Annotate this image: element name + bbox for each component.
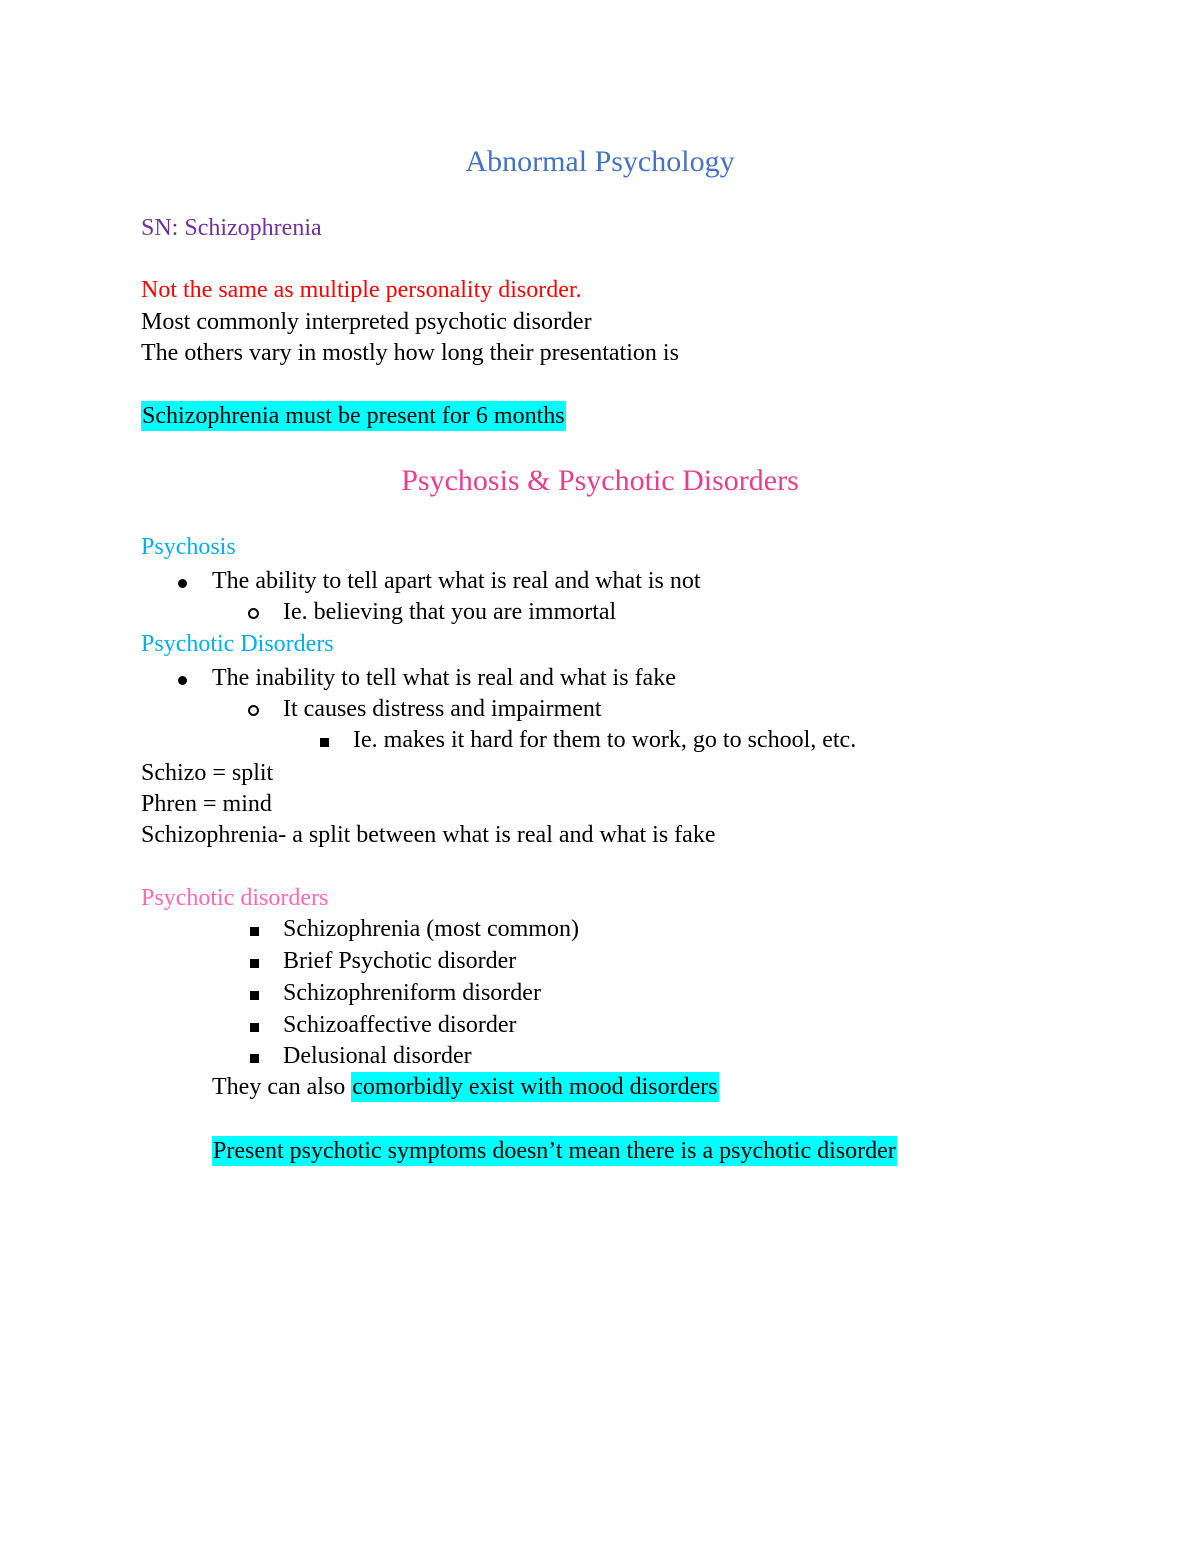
comorbid-prefix: They can also [212,1074,352,1100]
psychosis-sub: Ie. believing that you are immortal [283,599,617,625]
bullet-square-icon [250,914,259,944]
highlight-text: Schizophrenia must be present for 6 months [142,403,565,429]
bullet-dot-icon [178,566,187,596]
disorder-list-item: Schizoaffective disorder [283,1012,517,1038]
highlight-line-1 [141,401,566,431]
body-line-1: Most commonly interpreted psychotic disorder [141,309,592,335]
disorder-list-item: Schizophreniform disorder [283,980,541,1006]
disorder-list-item: Brief Psychotic disorder [283,948,517,974]
comorbid-highlight: comorbidly exist with mood disorders [352,1074,718,1100]
bullet-square-icon [250,1041,259,1071]
final-highlight: Present psychotic symptoms doesn’t mean there is a psychotic disorder [213,1138,896,1164]
bullet-circle-icon [248,597,259,627]
bullet-square-icon [320,725,329,755]
psychotic-disorders-heading: Psychotic Disorders [141,631,334,657]
warning-line: Not the same as multiple personality disorder. [141,277,582,303]
psychotic-disorders-bullet: The inability to tell what is real and what is fake [212,665,676,691]
bullet-square-icon [250,1010,259,1040]
etymology-line: Schizophrenia- a split between what is real and what is fake [141,822,716,848]
psychosis-bullet: The ability to tell apart what is real and what is not [212,568,701,594]
doc-subtitle: SN: Schizophrenia [141,215,322,241]
etymology-line: Schizo = split [141,760,274,786]
comorbid-line [212,1072,719,1102]
bullet-square-icon [250,946,259,976]
bullet-square-icon [250,978,259,1008]
final-highlight-line [212,1136,897,1166]
bullet-circle-icon [248,694,259,724]
psychotic-disorders-sub: It causes distress and impairment [283,696,602,722]
disorder-list-item: Schizophrenia (most common) [283,916,579,942]
body-line-2: The others vary in mostly how long their presentation is [141,340,679,366]
psychosis-heading: Psychosis [141,534,236,560]
section-title: Psychosis & Psychotic Disorders [401,464,799,497]
bullet-dot-icon [178,663,187,693]
disorder-list-item: Delusional disorder [283,1043,472,1069]
psychotic-disorders-subsub: Ie. makes it hard for them to work, go to school, etc. [353,727,857,753]
doc-title: Abnormal Psychology [465,145,735,178]
etymology-line: Phren = mind [141,791,272,817]
list-heading: Psychotic disorders [141,885,329,911]
